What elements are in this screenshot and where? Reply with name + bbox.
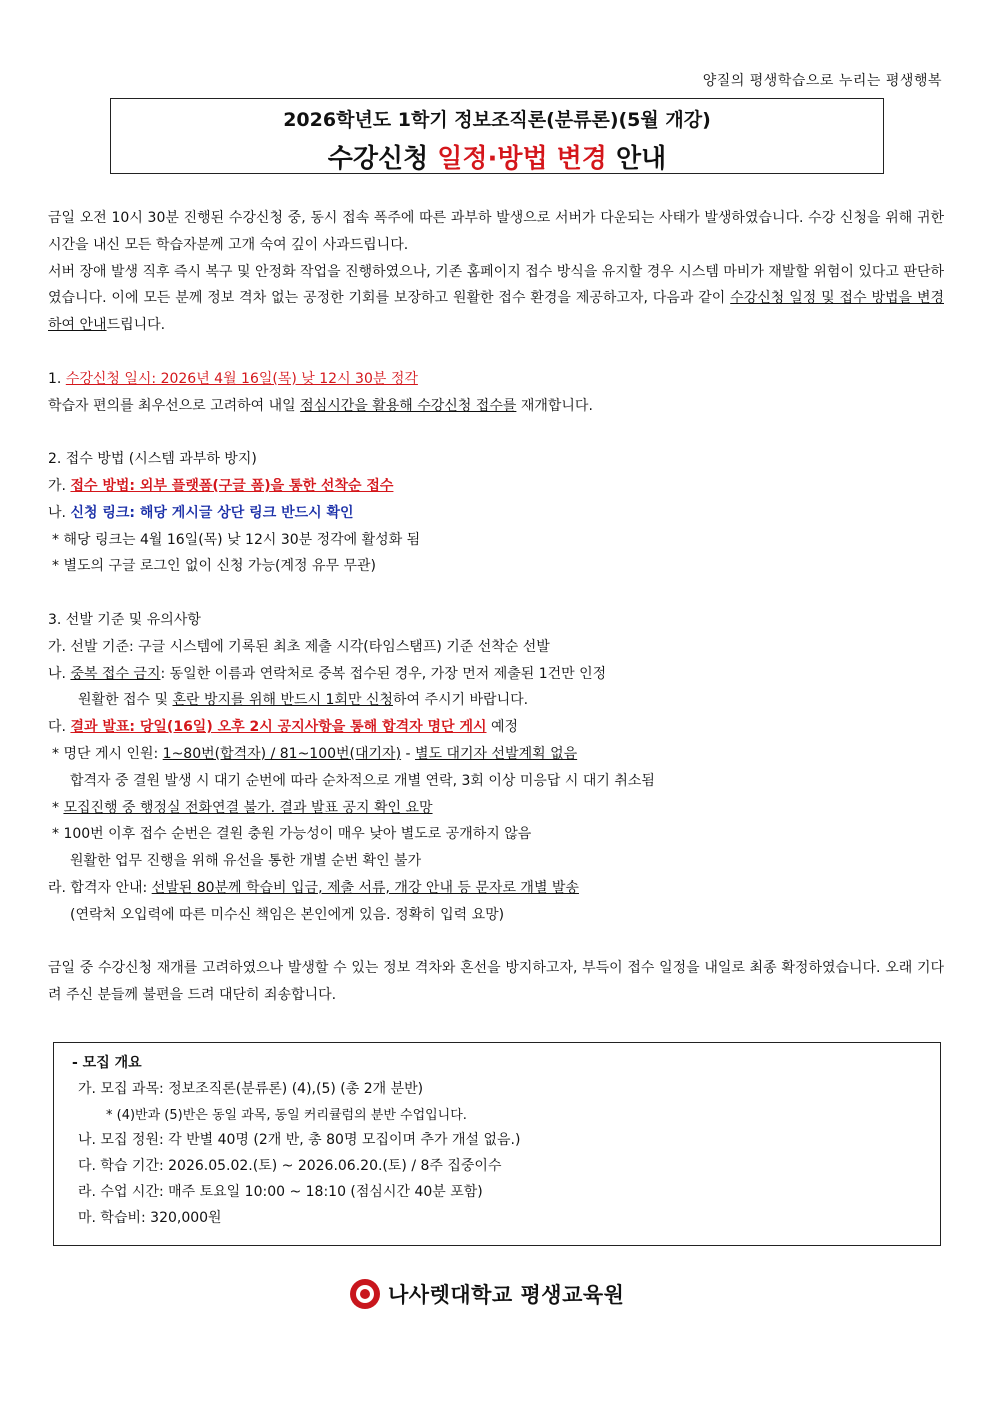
section-3-note-1-text: * 명단 게시 인원: xyxy=(52,745,163,762)
slogan: 양질의 평생학습으로 누리는 평생행복 xyxy=(702,73,942,89)
title-suffix: 안내 xyxy=(606,144,667,174)
intro-p2-text: 서버 장애 발생 직후 즉시 복구 및 안정화 작업을 진행하였으나, 기존 홈페이지 접수 방식을 유지할 경우 시스템 마비가 재발할 위험이 있다고 판단하였습니다. 이에 모든 분께 정보 격차 없는 공정한 기회를 보장하고 원활한 접수 환경을 제공하고자, 다음과 같이 xyxy=(48,263,944,307)
section-3-item-a: 가. 선발 기준: 구글 시스템에 기록된 최초 제출 시각(타임스탬프) 기준 선착순 선발 xyxy=(48,638,550,655)
title-box xyxy=(110,98,884,174)
section-3-item-b2-underline: 혼란 방지를 위해 반드시 1회만 신청 xyxy=(172,692,393,709)
footer xyxy=(350,1276,624,1312)
section-3-note-1 xyxy=(48,741,944,768)
section-1-body-end: 재개합니다. xyxy=(516,397,593,414)
section-3-note-1-dash: - xyxy=(401,745,416,762)
section-3-heading: 3. 선발 기준 및 유의사항 xyxy=(48,611,201,628)
section-3-item-d-line-2: (연락처 오입력에 따른 미수신 책임은 본인에게 있음. 정확히 입력 요망) xyxy=(70,906,505,923)
section-1-heading xyxy=(48,366,944,393)
section-1-body-underline: 점심시간을 활용해 수강신청 접수를 xyxy=(300,397,517,414)
section-3-note-1-range: 1~80번(합격자) / 81~100번(대기자) xyxy=(162,745,402,762)
summary-subnote: * (4)반과 (5)반은 동일 과목, 동일 커리큘럼의 분반 수업입니다. xyxy=(106,1107,467,1123)
section-3-item-b-num: 나. xyxy=(48,665,71,682)
section-1-number: 1. xyxy=(48,370,66,387)
section-3-item-d-text: 라. 합격자 안내: xyxy=(48,879,152,896)
section-3-item-c xyxy=(48,714,944,741)
section-3-item-b xyxy=(48,661,944,688)
section-3-item-b-underline: 중복 접수 금지 xyxy=(70,665,161,682)
section-2-heading: 2. 접수 방법 (시스템 과부하 방지) xyxy=(48,451,257,468)
section-2-item-a-text: 접수 방법: 외부 플랫폼(구글 폼)을 통한 선착순 접수 xyxy=(70,477,394,494)
section-2-item-b-text: 신청 링크: 해당 게시글 상단 링크 반드시 확인 xyxy=(70,504,354,521)
section-2-item-a xyxy=(48,473,944,500)
summary-item: 가. 모집 과목: 정보조직론(분류론) (4),(5) (총 2개 분반) xyxy=(78,1080,424,1097)
title-highlight: 일정·방법 변경 xyxy=(437,144,607,174)
section-1-body xyxy=(48,393,944,420)
section-2-item-a-num: 가. xyxy=(48,477,71,494)
institution-name: 나사렛대학교 평생교육원 xyxy=(388,1283,625,1307)
summary-item: 라. 수업 시간: 매주 토요일 10:00 ~ 18:10 (점심시간 40분 포함) xyxy=(78,1183,483,1200)
section-2-item-b-num: 나. xyxy=(48,504,71,521)
section-3-note-3-line-2: 원활한 업무 진행을 위해 유선을 통한 개별 순번 확인 불가 xyxy=(70,853,422,870)
recruitment-summary-box xyxy=(53,1042,941,1246)
section-3-item-c-num: 다. xyxy=(48,719,71,736)
section-3-note-1-line-2: 합격자 중 결원 발생 시 대기 순번에 따라 순차적으로 개별 연락, 3회 이상 미응답 시 대기 취소됨 xyxy=(70,772,655,789)
university-seal-icon xyxy=(350,1279,380,1309)
section-3-item-d-underline: 선발된 80분께 학습비 입금, 제출 서류, 개강 안내 등 문자로 개별 발송 xyxy=(151,879,579,896)
intro-paragraph-1: 금일 오전 10시 30분 진행된 수강신청 중, 동시 접속 폭주에 따른 과부하 발생으로 서버가 다운되는 사태가 발생하였습니다. 수강 신청을 위해 귀한 시간을 내신 모든 학습자분께 고개 숙여 깊이 사과드립니다. xyxy=(48,210,944,253)
intro-paragraph-2 xyxy=(48,259,944,339)
section-1-body-text: 학습자 편의를 최우선으로 고려하여 내일 xyxy=(48,397,301,414)
intro-p2-underline: 수강신청 일정 및 접수 방법을 변경하여 안내 xyxy=(48,290,944,334)
intro-p2-end: 드립니다. xyxy=(106,317,166,334)
summary-item: 마. 학습비: 320,000원 xyxy=(78,1209,222,1226)
section-3-item-c-highlight: 결과 발표: 당일(16일) 오후 2시 공지사항을 통해 합격자 명단 게시 xyxy=(70,719,487,736)
notice-body xyxy=(48,205,944,1009)
section-3-item-b2-text: 원활한 접수 및 xyxy=(78,692,173,709)
section-3-note-3: * 100번 이후 접수 순번은 결원 충원 가능성이 매우 낮아 별도로 공개하지 않음 xyxy=(52,826,532,843)
section-3-note-2 xyxy=(48,795,944,822)
title-line-1: 2026학년도 1학기 정보조직론(분류론)(5월 개강) xyxy=(283,109,711,131)
title-prefix: 수강신청 xyxy=(327,144,438,174)
section-2-note-2: * 별도의 구글 로그인 없이 신청 가능(계정 유무 무관) xyxy=(52,558,377,575)
section-3-item-b2-end: 하여 주시기 바랍니다. xyxy=(393,692,529,709)
summary-heading: - 모집 개요 xyxy=(72,1055,142,1071)
section-3-item-b-text: : 동일한 이름과 연락처로 중복 접수된 경우, 가장 먼저 제출된 1건만 인정 xyxy=(160,665,607,682)
section-3-note-2-text: 모집진행 중 행정실 전화연결 불가. 결과 발표 공지 확인 요망 xyxy=(63,799,433,816)
summary-item: 나. 모집 정원: 각 반별 40명 (2개 반, 총 80명 모집이며 추가 개설 없음.) xyxy=(78,1132,521,1149)
closing-paragraph: 금일 중 수강신청 재개를 고려하였으나 발생할 수 있는 정보 격차와 혼선을 방지하고자, 부득이 접수 일정을 내일로 최종 확정하였습니다. 오래 기다려 주신 분들께 불편을 드려 대단히 죄송합니다. xyxy=(48,960,944,1004)
section-3-item-b-line-2 xyxy=(48,687,944,714)
title-line-2 xyxy=(111,138,883,175)
section-3-item-c-end: 예정 xyxy=(486,719,518,736)
section-2-note-1: * 해당 링크는 4월 16일(목) 낮 12시 30분 정각에 활성화 됨 xyxy=(52,531,421,548)
section-3-note-1-extra: 별도 대기자 선발계획 없음 xyxy=(415,745,578,762)
section-1-datetime: 수강신청 일시: 2026년 4월 16일(목) 낮 12시 30분 정각 xyxy=(65,370,418,387)
section-3-item-d xyxy=(48,875,944,902)
section-3-note-2-bullet: * xyxy=(52,799,64,816)
section-2-item-b xyxy=(48,500,944,527)
summary-item: 다. 학습 기간: 2026.05.02.(토) ~ 2026.06.20.(토) / 8주 집중이수 xyxy=(78,1158,502,1175)
